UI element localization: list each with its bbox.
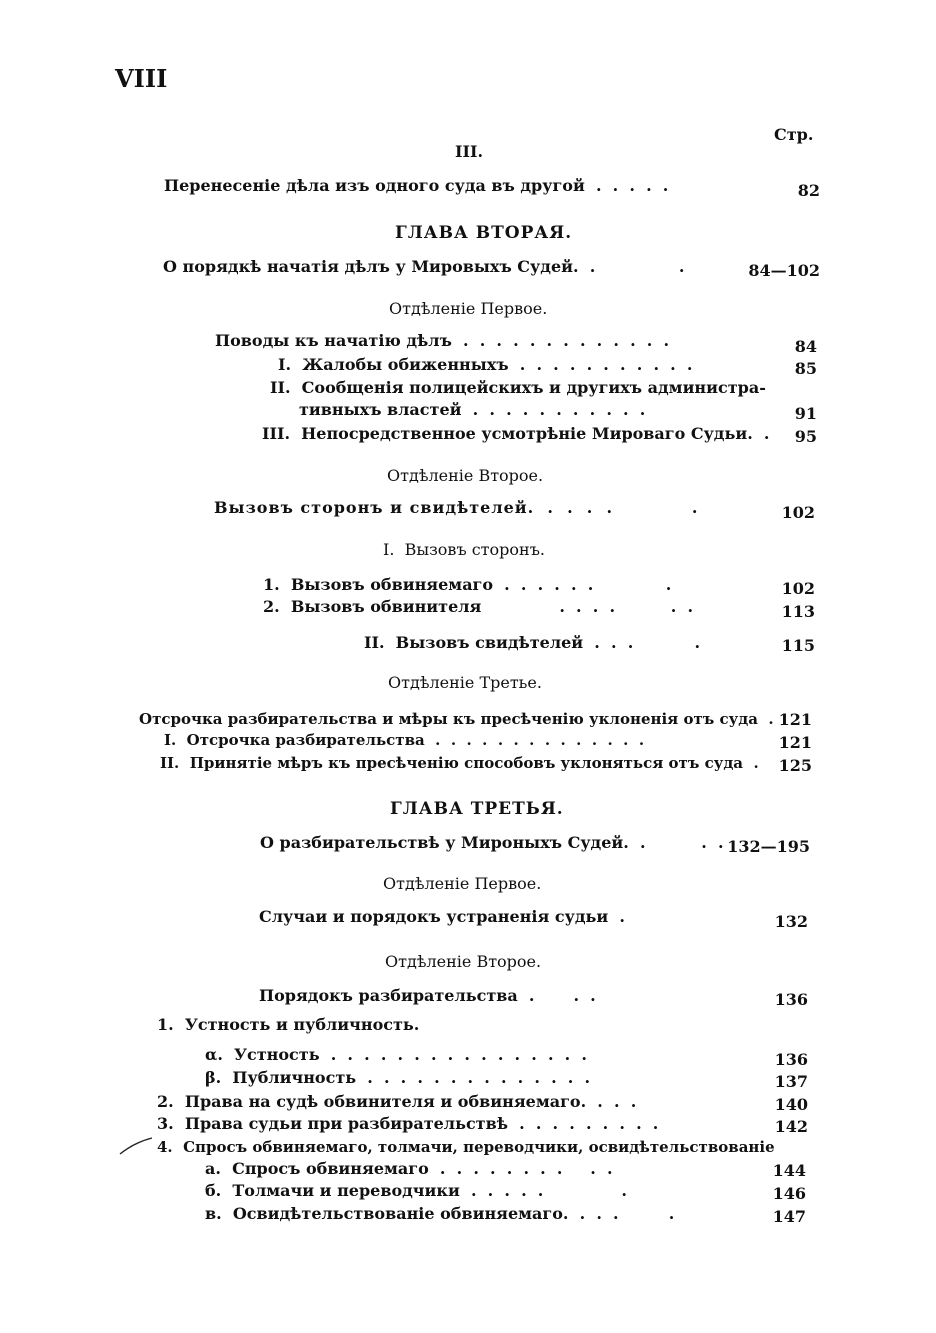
toc-entry-item-4b: б. Толмачи и переводчики . . . . . . bbox=[205, 1181, 627, 1200]
toc-page-item-4c: 147 bbox=[772, 1207, 806, 1226]
toc-page-reasons-3: 95 bbox=[794, 427, 817, 446]
toc-page-item-4a: 144 bbox=[772, 1161, 806, 1180]
toc-entry-item-3: 3. Права судьи при разбирательствѣ . . . . . . . . . bbox=[157, 1114, 659, 1133]
toc-page-reasons: 84 bbox=[794, 337, 817, 356]
toc-page-ch3-main: 132—195 bbox=[727, 837, 810, 856]
toc-page-summons-accused: 102 bbox=[781, 579, 815, 598]
toc-entry-summons: Вызовъ сторонъ и свидѣтелей. . . . . . bbox=[214, 498, 699, 517]
toc-entry-transfer: Перенесеніе дѣла изъ одного суда въ другой . . . . . bbox=[164, 176, 669, 195]
toc-page-summons-accuser: 113 bbox=[781, 602, 815, 621]
toc-entry-summons-accuser: 2. Вызовъ обвинителя . . . . . . bbox=[263, 597, 694, 616]
toc-entry-item-1: 1. Устность и публичность. bbox=[157, 1015, 420, 1034]
department-heading-ch3-2: Отдѣленіе Второе. bbox=[385, 952, 542, 971]
page-number: VIII bbox=[115, 64, 168, 93]
subsection-heading-summons-parties: I. Вызовъ сторонъ. bbox=[383, 540, 545, 559]
toc-entry-reasons-2b: тивныхъ властей . . . . . . . . . . . bbox=[299, 400, 646, 419]
toc-page-postpone-2: 125 bbox=[778, 756, 812, 775]
toc-entry-removal: Случаи и порядокъ устраненія судьи . bbox=[259, 907, 625, 926]
toc-entry-reasons-3: III. Непосредственное усмотрѣніе Мироваго Судьи. . bbox=[262, 424, 770, 443]
toc-entry-reasons-2a: II. Сообщенія полицейскихъ и другихъ администра- bbox=[270, 378, 766, 397]
toc-page-item-4b: 146 bbox=[772, 1184, 806, 1203]
toc-entry-item-2: 2. Права на судѣ обвинителя и обвиняемаго. . . . bbox=[157, 1092, 637, 1111]
toc-page-item-2: 140 bbox=[774, 1095, 808, 1114]
toc-page-item-1b: 137 bbox=[774, 1072, 808, 1091]
toc-entry-procedure: Порядокъ разбирательства . . . bbox=[259, 986, 596, 1005]
toc-entry-ch2-main: О порядкѣ начатія дѣлъ у Мировыхъ Судей. . . bbox=[163, 257, 685, 276]
toc-page-item-1a: 136 bbox=[774, 1050, 808, 1069]
toc-page-reasons-2: 91 bbox=[794, 404, 817, 423]
toc-page-removal: 132 bbox=[774, 912, 808, 931]
chapter-heading-2: ГЛАВА ВТОРАЯ. bbox=[395, 223, 573, 243]
toc-entry-item-4a: а. Спросъ обвиняемаго . . . . . . . . . . bbox=[205, 1159, 613, 1178]
toc-page-transfer: 82 bbox=[797, 181, 820, 200]
chapter-heading-3: ГЛАВА ТРЕТЬЯ. bbox=[390, 799, 564, 819]
department-heading-ch3-1: Отдѣленіе Первое. bbox=[383, 874, 542, 893]
column-label-page: Стр. bbox=[774, 125, 814, 144]
toc-page-summons: 102 bbox=[781, 503, 815, 522]
toc-entry-postpone-1: I. Отсрочка разбирательства . . . . . . . . . . . . . . bbox=[164, 731, 645, 749]
toc-page-reasons-1: 85 bbox=[794, 359, 817, 378]
toc-page-procedure: 136 bbox=[774, 990, 808, 1009]
toc-page-postpone-1: 121 bbox=[778, 733, 812, 752]
toc-entry-item-1a: α. Устность . . . . . . . . . . . . . . . . bbox=[205, 1045, 587, 1064]
department-heading-ch2-3: Отдѣленіе Третье. bbox=[388, 673, 542, 692]
toc-page-summons-witnesses: 115 bbox=[781, 636, 815, 655]
toc-entry-item-1b: β. Публичность . . . . . . . . . . . . . . bbox=[205, 1068, 591, 1087]
toc-entry-reasons-1: I. Жалобы обиженныхъ . . . . . . . . . . . bbox=[278, 355, 693, 374]
pencil-mark-icon bbox=[118, 1132, 154, 1156]
toc-entry-postpone: Отсрочка разбирательства и мѣры къ пресѣченію уклоненія отъ суда . bbox=[139, 710, 774, 728]
department-heading-ch2-2: Отдѣленіе Второе. bbox=[387, 466, 544, 485]
toc-page-item-3: 142 bbox=[774, 1117, 808, 1136]
toc-page-ch2-main: 84—102 bbox=[748, 261, 820, 280]
section-heading-iii: III. bbox=[455, 142, 484, 161]
department-heading-ch2-1: Отдѣленіе Первое. bbox=[389, 299, 548, 318]
toc-entry-reasons: Поводы къ начатію дѣлъ . . . . . . . . . . . . . bbox=[215, 331, 670, 350]
toc-entry-item-4c: в. Освидѣтельствованіе обвиняемаго. . . . . bbox=[205, 1204, 675, 1223]
toc-entry-summons-witnesses: II. Вызовъ свидѣтелей . . . . bbox=[364, 633, 701, 652]
toc-page-postpone: 121 bbox=[778, 710, 812, 729]
toc-entry-ch3-main: О разбирательствѣ у Мироныхъ Судей. . . . bbox=[260, 833, 724, 852]
toc-entry-summons-accused: 1. Вызовъ обвиняемаго . . . . . . . bbox=[263, 575, 672, 594]
toc-entry-postpone-2: II. Принятіе мѣръ къ пресѣченію способовъ уклоняться отъ суда . bbox=[160, 754, 759, 772]
toc-entry-item-4: 4. Спросъ обвиняемаго, толмачи, переводчики, освидѣтельствованіе bbox=[157, 1138, 775, 1156]
